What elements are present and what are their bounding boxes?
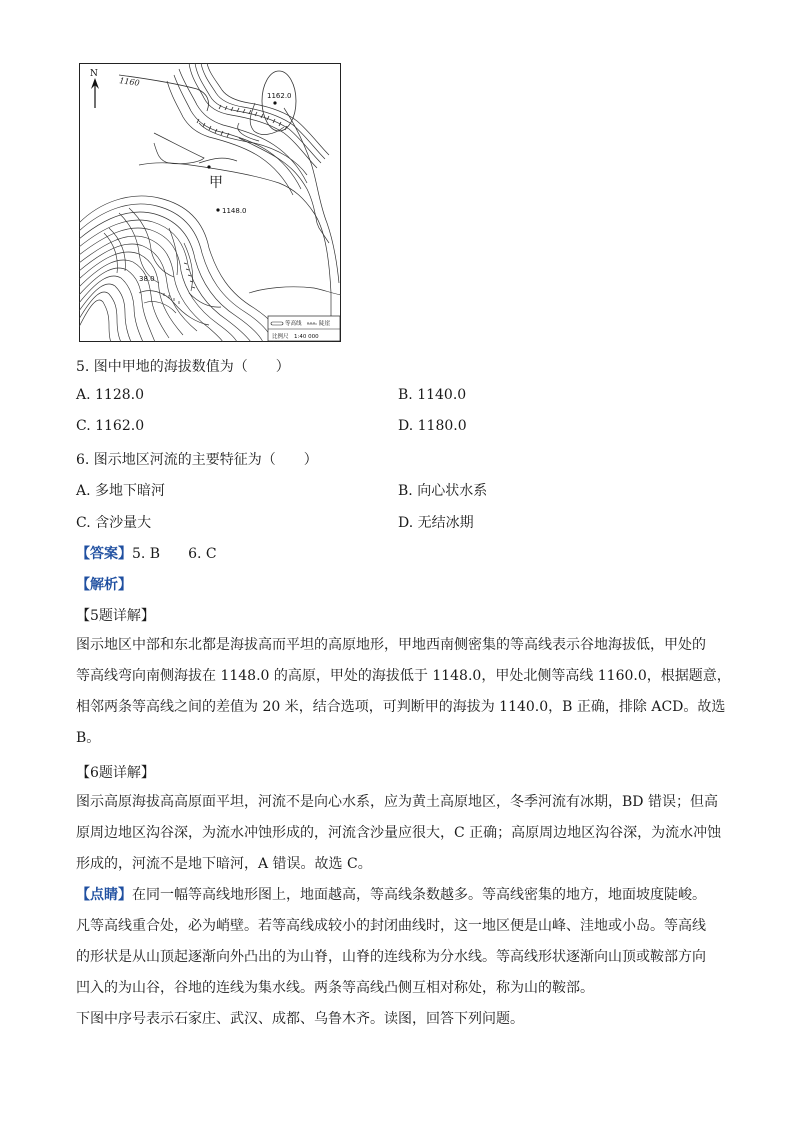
tip-line: 的形状是从山顶起逐渐向外凸出的为山脊，山脊的连线称为分水线。等高线形状逐渐向山顶或鞍部方向 <box>76 949 706 965</box>
q6-option-a[interactable]: A. 多地下暗河 <box>76 483 166 499</box>
detail5-body <box>76 630 731 754</box>
detail6-label: 【6题详解】 <box>76 765 155 781</box>
detail6-line: 图示高原海拔高高原面平坦，河流不是向心水系，应为黄土高原地区，冬季河流有冰期，BD 错误；但高 <box>76 794 718 810</box>
answer-label: 【答案】 <box>76 546 132 562</box>
q5-option-b[interactable]: B. 1140.0 <box>398 387 467 403</box>
point-label-1138: 38.0 <box>139 275 155 283</box>
q5-option-c[interactable]: C. 1162.0 <box>76 418 145 434</box>
legend-cliff-label: 陡崖 <box>319 321 331 327</box>
point-label-1162: 1162.0 <box>267 92 292 100</box>
place-label-jia: 甲 <box>209 175 223 191</box>
detail6-body <box>76 787 722 880</box>
q6-option-d[interactable]: D. 无结冰期 <box>398 515 474 531</box>
elevation-point-1148 <box>216 208 219 211</box>
q6-option-c[interactable]: C. 含沙量大 <box>76 515 152 531</box>
q5-stem: 5. 图中甲地的海拔数值为（ ） <box>76 359 290 375</box>
north-label: N <box>90 69 98 79</box>
detail5-label: 【5题详解】 <box>76 608 155 624</box>
point-label-1148: 1148.0 <box>222 207 247 215</box>
tip-line: 凹入的为山谷，谷地的连线为集水线。两条等高线凸侧互相对称处，称为山的鞍部。 <box>76 980 594 996</box>
next-question-intro: 下图中序号表示石家庄、武汉、成都、乌鲁木齐。读图，回答下列问题。 <box>76 1011 524 1027</box>
q6-stem: 6. 图示地区河流的主要特征为（ ） <box>76 452 318 468</box>
answer-line <box>76 543 217 563</box>
tip-first-text: 在同一幅等高线地形图上，地面越高，等高线条数越多。等高线密集的地方，地面坡度陡峻。 <box>132 887 706 903</box>
contour-label-1160: 1160 <box>118 76 141 88</box>
detail5-line: 相邻两条等高线之间的差值为 20 米，结合选项，可判断甲的海拔为 1140.0，B 正确，排除 ACD。故选 <box>76 699 726 715</box>
detail5-line: B。 <box>76 730 101 746</box>
legend-contour-label: 等高线 <box>285 321 302 327</box>
elevation-point-1162 <box>273 101 276 104</box>
analysis-label: 【解析】 <box>76 577 132 593</box>
detail5-line: 图示地区中部和东北都是海拔高而平坦的高原地形，甲地西南侧密集的等高线表示谷地海拔低，甲处的 <box>76 637 706 653</box>
place-jia-marker <box>207 165 210 168</box>
tip-line: 凡等高线重合处，必为峭壁。若等高线成较小的封闭曲线时，这一地区便是山峰、洼地或小岛。等高线 <box>76 918 706 934</box>
tip-body <box>76 880 718 1035</box>
tip-label: 【点睛】 <box>76 887 132 903</box>
topographic-map <box>79 63 341 342</box>
q5-option-d[interactable]: D. 1180.0 <box>398 418 467 434</box>
map-legend <box>268 316 340 341</box>
answer-text: 5. B 6. C <box>132 546 217 562</box>
detail6-line: 原周边地区沟谷深，为流水冲蚀形成的，河流含沙量应很大，C 正确；高原周边地区沟谷深，为流水冲蚀 <box>76 825 722 841</box>
q5-option-a[interactable]: A. 1128.0 <box>76 387 144 403</box>
tip-first-line <box>76 880 718 911</box>
legend-scale-label: 比例尺 1:40 000 <box>272 334 319 340</box>
q6-option-b[interactable]: B. 向心状水系 <box>398 483 488 499</box>
detail6-line: 形成的，河流不是地下暗河，A 错误。故选 C。 <box>76 856 372 872</box>
detail5-line: 等高线弯向南侧海拔在 1148.0 的高原，甲处的海拔低于 1148.0，甲处北侧等高线 1160.0，根据题意， <box>76 668 731 684</box>
